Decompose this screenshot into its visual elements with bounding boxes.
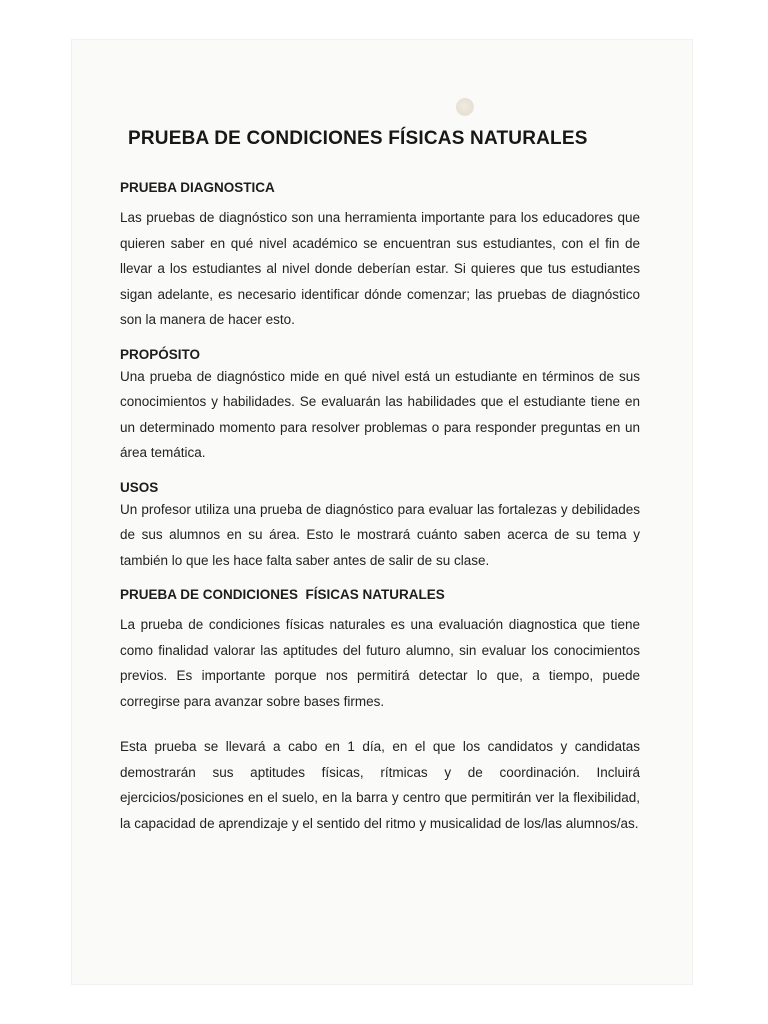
section-prueba-diagnostica [120, 180, 640, 333]
section-heading: USOS [120, 479, 159, 495]
section-paragraph: Un profesor utiliza una prueba de diagnóstico para evaluar las fortalezas y debilidades de sus alumnos en su área. Esto le mostrará cuánto saben acerca de su tema y también lo que les hace falta saber antes de salir de su clase. [120, 501, 640, 568]
section-paragraph: Las pruebas de diagnóstico son una herramienta importante para los educadores que quieren saber en qué nivel académico se encuentran sus estudiantes, con el fin de llevar a los estudiantes al nivel donde deberían estar. Si quieres que tus estudiantes sigan adelante, es necesario identificar dónde comenzar; las pruebas de diagnóstico son la manera de hacer esto. [120, 210, 640, 327]
section-paragraph: Una prueba de diagnóstico mide en qué nivel está un estudiante en términos de sus conocimientos y habilidades. Se evaluarán las habilidades que el estudiante tiene en un determinado momento para resolver problemas o para responder preguntas en un área temática. [120, 368, 640, 460]
section-usos [120, 480, 640, 574]
document-title: PRUEBA DE CONDICIONES FÍSICAS NATURALES [128, 128, 588, 149]
section-heading: PRUEBA DE CONDICIONES FÍSICAS NATURALES [120, 587, 445, 602]
section-heading: PRUEBA DIAGNOSTICA [120, 180, 275, 195]
section-heading: PROPÓSITO [120, 346, 201, 362]
section-paragraph: La prueba de condiciones físicas naturales es una evaluación diagnostica que tiene como finalidad valorar las aptitudes del futuro alumno, sin evaluar los conocimientos previos. Es importante porque nos permitirá detectar lo que, a tiempo, puede corregirse para avanzar sobre bases firmes. [120, 617, 640, 709]
section-paragraph: Esta prueba se llevará a cabo en 1 día, en el que los candidatos y candidatas demostrarán sus aptitudes físicas, rítmicas y de coordinación. Incluirá ejercicios/posiciones en el suelo, en la barra y centro que permitirán ver la flexibilidad, la capacidad de aprendizaje y el sentido del ritmo y musicalidad de los/las alumnos/as. [120, 739, 640, 831]
paper-stain [456, 98, 474, 116]
document-body [120, 128, 640, 850]
section-proposito [120, 347, 640, 466]
section-condiciones-fisicas [120, 587, 640, 836]
